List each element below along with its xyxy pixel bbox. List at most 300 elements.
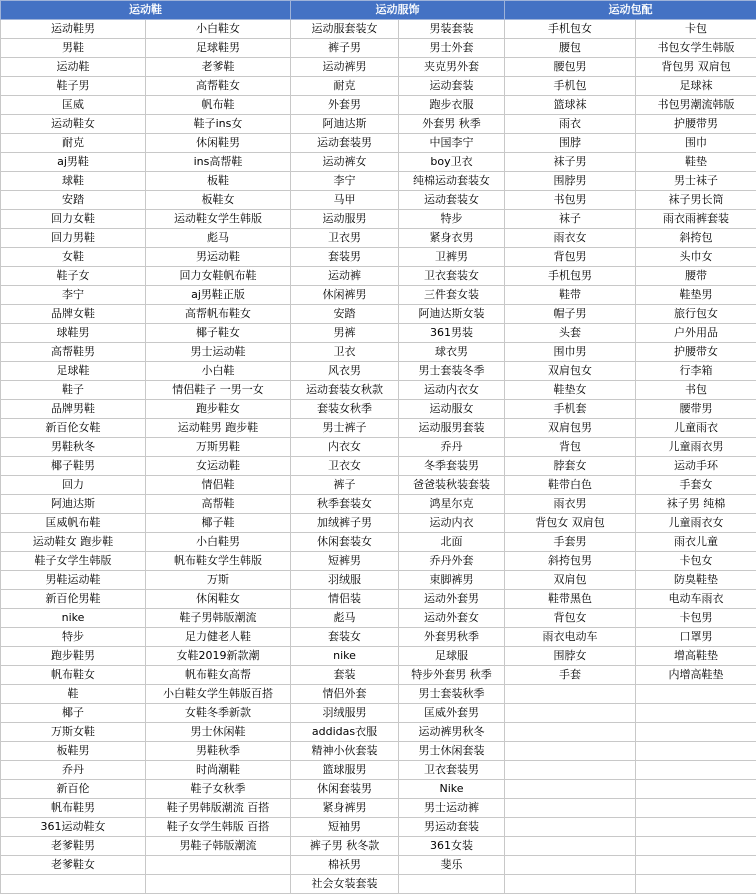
table-cell[interactable]: 羽绒服男 xyxy=(291,704,399,723)
table-cell[interactable] xyxy=(505,856,636,875)
table-cell[interactable]: 鸿星尔克 xyxy=(399,495,505,514)
table-cell[interactable]: 老爹鞋女 xyxy=(1,856,146,875)
table-cell[interactable]: 男士休闲鞋 xyxy=(146,723,291,742)
table-cell[interactable]: 背包男 xyxy=(505,248,636,267)
table-cell[interactable] xyxy=(636,780,756,799)
table-cell[interactable]: 鞋子男韩版潮流 xyxy=(146,609,291,628)
table-cell[interactable]: 球鞋男 xyxy=(1,324,146,343)
table-cell[interactable]: 乔丹外套 xyxy=(399,552,505,571)
table-cell[interactable]: 足球服 xyxy=(399,647,505,666)
table-cell[interactable]: 手套男 xyxy=(505,533,636,552)
table-cell[interactable] xyxy=(636,799,756,818)
table-cell[interactable] xyxy=(505,837,636,856)
table-cell[interactable]: 雨衣电动车 xyxy=(505,628,636,647)
table-cell[interactable] xyxy=(399,875,505,894)
table-cell[interactable]: 板鞋 xyxy=(146,172,291,191)
table-cell[interactable]: 休闲鞋男 xyxy=(146,134,291,153)
table-cell[interactable] xyxy=(505,742,636,761)
table-cell[interactable]: 新百伦男鞋 xyxy=(1,590,146,609)
table-cell[interactable]: 高帮鞋 xyxy=(146,495,291,514)
table-cell[interactable]: 跑步衣服 xyxy=(399,96,505,115)
table-cell[interactable]: 小白鞋男 xyxy=(146,533,291,552)
table-cell[interactable]: 手机包 xyxy=(505,77,636,96)
table-cell[interactable]: 运动鞋男 跑步鞋 xyxy=(146,419,291,438)
table-cell[interactable]: 防臭鞋垫 xyxy=(636,571,756,590)
table-cell[interactable]: 卫衣 xyxy=(291,343,399,362)
table-cell[interactable]: 运动内衣 xyxy=(399,514,505,533)
table-cell[interactable]: 运动内衣女 xyxy=(399,381,505,400)
table-cell[interactable]: 李宁 xyxy=(291,172,399,191)
table-cell[interactable]: 361女装 xyxy=(399,837,505,856)
table-cell[interactable]: 书包 xyxy=(636,381,756,400)
table-cell[interactable]: 运动服男 xyxy=(291,210,399,229)
table-cell[interactable] xyxy=(505,704,636,723)
table-row xyxy=(1,419,756,438)
table-cell[interactable]: 女鞋 xyxy=(1,248,146,267)
table-cell[interactable]: 情侣鞋子 一男一女 xyxy=(146,381,291,400)
table-cell[interactable] xyxy=(505,799,636,818)
table-cell[interactable]: 运动裤女 xyxy=(291,153,399,172)
table-cell[interactable]: 阿迪达斯 xyxy=(1,495,146,514)
table-cell[interactable]: 鞋子男 xyxy=(1,77,146,96)
table-cell[interactable]: 男鞋秋冬 xyxy=(1,438,146,457)
table-cell[interactable]: 三件套女装 xyxy=(399,286,505,305)
table-row xyxy=(1,514,756,533)
table-row xyxy=(1,666,756,685)
table-cell[interactable]: 冬季套装男 xyxy=(399,457,505,476)
table-cell[interactable]: 运动服男套装 xyxy=(399,419,505,438)
table-cell[interactable]: 品牌女鞋 xyxy=(1,305,146,324)
table-cell[interactable]: 跑步鞋女 xyxy=(146,400,291,419)
table-row xyxy=(1,723,756,742)
table-row xyxy=(1,704,756,723)
table-cell[interactable] xyxy=(636,685,756,704)
table-cell[interactable]: 小白鞋女 xyxy=(146,20,291,39)
table-cell[interactable]: 卫衣套装女 xyxy=(399,267,505,286)
table-cell[interactable] xyxy=(505,761,636,780)
table-cell[interactable]: 回力 xyxy=(1,476,146,495)
table-cell[interactable]: 老爹鞋男 xyxy=(1,837,146,856)
table-cell[interactable]: 袜子男长筒 xyxy=(636,191,756,210)
table-cell[interactable]: 运动裤男秋冬 xyxy=(399,723,505,742)
table-cell[interactable]: 情侣鞋 xyxy=(146,476,291,495)
table-row xyxy=(1,438,756,457)
table-cell[interactable]: 女鞋冬季新款 xyxy=(146,704,291,723)
table-cell[interactable]: 卫衣女 xyxy=(291,457,399,476)
table-cell[interactable]: aj男鞋 xyxy=(1,153,146,172)
table-cell[interactable]: 头巾女 xyxy=(636,248,756,267)
table-cell[interactable]: 回力女鞋帆布鞋 xyxy=(146,267,291,286)
table-cell[interactable]: 脖套女 xyxy=(505,457,636,476)
table-cell[interactable]: 品牌男鞋 xyxy=(1,400,146,419)
table-cell[interactable]: 书包男潮流韩版 xyxy=(636,96,756,115)
table-cell[interactable]: 男士休闲套装 xyxy=(399,742,505,761)
table-cell[interactable] xyxy=(636,856,756,875)
table-cell[interactable]: 乔丹 xyxy=(399,438,505,457)
table-cell[interactable]: 椰子鞋女 xyxy=(146,324,291,343)
table-cell[interactable]: 卡包 xyxy=(636,20,756,39)
table-cell[interactable]: 男士运动裤 xyxy=(399,799,505,818)
table-cell[interactable]: 双肩包 xyxy=(505,571,636,590)
table-cell[interactable]: 护腰带男 xyxy=(636,115,756,134)
table-cell[interactable]: 男士外套 xyxy=(399,39,505,58)
table-cell[interactable]: 运动外套女 xyxy=(399,609,505,628)
table-cell[interactable]: 361男装 xyxy=(399,324,505,343)
table-cell[interactable]: 高帮鞋女 xyxy=(146,77,291,96)
table-cell[interactable] xyxy=(505,875,636,894)
table-cell[interactable] xyxy=(636,742,756,761)
table-cell[interactable]: 休闲套装女 xyxy=(291,533,399,552)
table-cell[interactable]: 运动服套装女 xyxy=(291,20,399,39)
table-cell[interactable]: 特步外套男 秋季 xyxy=(399,666,505,685)
table-cell[interactable]: 帆布鞋女学生韩版 xyxy=(146,552,291,571)
table-cell[interactable]: 男士袜子 xyxy=(636,172,756,191)
table-cell[interactable]: 新百伦 xyxy=(1,780,146,799)
table-cell[interactable]: 鞋子女 xyxy=(1,267,146,286)
table-cell[interactable]: 纯棉运动套装女 xyxy=(399,172,505,191)
table-cell[interactable]: 围脖 xyxy=(505,134,636,153)
table-cell[interactable]: 鞋垫男 xyxy=(636,286,756,305)
table-cell[interactable] xyxy=(1,875,146,894)
table-cell[interactable]: 男士裤子 xyxy=(291,419,399,438)
table-cell[interactable]: 卫衣套装男 xyxy=(399,761,505,780)
table-cell[interactable]: 外套男秋季 xyxy=(399,628,505,647)
table-cell[interactable]: 帽子男 xyxy=(505,305,636,324)
table-cell[interactable]: 球鞋 xyxy=(1,172,146,191)
table-cell[interactable]: 斜挎包男 xyxy=(505,552,636,571)
table-cell[interactable]: 紧身衣男 xyxy=(399,229,505,248)
table-cell[interactable] xyxy=(636,723,756,742)
table-cell[interactable]: 紧身裤男 xyxy=(291,799,399,818)
table-row xyxy=(1,229,756,248)
table-cell[interactable]: 情侣外套 xyxy=(291,685,399,704)
table-cell[interactable]: 运动裤男 xyxy=(291,58,399,77)
table-cell[interactable]: 361运动鞋女 xyxy=(1,818,146,837)
table-cell[interactable]: 马甲 xyxy=(291,191,399,210)
table-cell[interactable]: 内增高鞋垫 xyxy=(636,666,756,685)
table-cell[interactable]: 帆布鞋男 xyxy=(1,799,146,818)
table-cell[interactable]: 鞋 xyxy=(1,685,146,704)
table-cell[interactable]: 足球袜 xyxy=(636,77,756,96)
table-cell[interactable]: 围脖女 xyxy=(505,647,636,666)
table-cell[interactable]: aj男鞋正版 xyxy=(146,286,291,305)
table-cell[interactable]: 短裤男 xyxy=(291,552,399,571)
table-cell[interactable]: 足力健老人鞋 xyxy=(146,628,291,647)
table-cell[interactable]: 卫裤男 xyxy=(399,248,505,267)
table-cell[interactable]: 棉袄男 xyxy=(291,856,399,875)
table-cell[interactable]: 阿迪达斯女装 xyxy=(399,305,505,324)
table-cell[interactable]: boy卫衣 xyxy=(399,153,505,172)
table-cell[interactable]: 口罩男 xyxy=(636,628,756,647)
table-cell[interactable]: 围巾男 xyxy=(505,343,636,362)
table-row xyxy=(1,324,756,343)
table-cell[interactable]: 双肩包女 xyxy=(505,362,636,381)
table-cell[interactable]: 风衣男 xyxy=(291,362,399,381)
table-cell[interactable]: 运动鞋男 xyxy=(1,20,146,39)
table-cell[interactable]: 爸爸装秋装套装 xyxy=(399,476,505,495)
table-cell[interactable]: 男士套装冬季 xyxy=(399,362,505,381)
table-row xyxy=(1,153,756,172)
table-cell[interactable]: 男鞋秋季 xyxy=(146,742,291,761)
table-cell[interactable]: 休闲裤男 xyxy=(291,286,399,305)
table-cell[interactable]: 特步 xyxy=(399,210,505,229)
table-cell[interactable]: 运动套装女 xyxy=(399,191,505,210)
table-cell[interactable]: 运动套装女秋款 xyxy=(291,381,399,400)
table-cell[interactable]: 高帮帆布鞋女 xyxy=(146,305,291,324)
table-cell[interactable]: 加绒裤子男 xyxy=(291,514,399,533)
table-cell[interactable]: 李宁 xyxy=(1,286,146,305)
table-cell[interactable]: addidas衣服 xyxy=(291,723,399,742)
table-cell[interactable]: 运动鞋女 跑步鞋 xyxy=(1,533,146,552)
table-cell[interactable]: 短袖男 xyxy=(291,818,399,837)
table-cell[interactable]: 雨衣儿童 xyxy=(636,533,756,552)
table-cell[interactable]: 彪马 xyxy=(291,609,399,628)
table-cell[interactable]: 手套女 xyxy=(636,476,756,495)
table-cell[interactable]: 足球鞋 xyxy=(1,362,146,381)
table-cell[interactable]: 雨衣 xyxy=(505,115,636,134)
table-cell[interactable]: 男运动鞋 xyxy=(146,248,291,267)
table-cell[interactable]: 运动套装 xyxy=(399,77,505,96)
table-cell[interactable]: 斜挎包 xyxy=(636,229,756,248)
table-cell[interactable]: 背包男 双肩包 xyxy=(636,58,756,77)
table-cell[interactable]: 腰包 xyxy=(505,39,636,58)
table-cell[interactable] xyxy=(636,704,756,723)
table-cell[interactable]: 匡威 xyxy=(1,96,146,115)
table-cell[interactable]: 运动裤 xyxy=(291,267,399,286)
table-cell[interactable] xyxy=(505,818,636,837)
table-cell[interactable]: 手套 xyxy=(505,666,636,685)
table-cell[interactable]: 运动鞋女学生韩版 xyxy=(146,210,291,229)
table-cell[interactable]: 手机套 xyxy=(505,400,636,419)
table-cell[interactable]: 万斯 xyxy=(146,571,291,590)
table-cell[interactable]: 手机包男 xyxy=(505,267,636,286)
table-cell[interactable]: 鞋子ins女 xyxy=(146,115,291,134)
table-cell[interactable]: 套装 xyxy=(291,666,399,685)
table-cell[interactable]: 外套男 秋季 xyxy=(399,115,505,134)
table-cell[interactable]: 足球鞋男 xyxy=(146,39,291,58)
table-row xyxy=(1,590,756,609)
table-cell[interactable]: 帆布鞋 xyxy=(146,96,291,115)
table-row xyxy=(1,495,756,514)
table-cell[interactable] xyxy=(146,875,291,894)
table-cell[interactable]: 围巾 xyxy=(636,134,756,153)
table-cell[interactable]: 万斯女鞋 xyxy=(1,723,146,742)
table-cell[interactable]: 男裤 xyxy=(291,324,399,343)
table-cell[interactable]: 精神小伙套装 xyxy=(291,742,399,761)
table-cell[interactable]: 社会女装套装 xyxy=(291,875,399,894)
table-cell[interactable]: 运动鞋女 xyxy=(1,115,146,134)
table-cell[interactable]: 椰子鞋 xyxy=(146,514,291,533)
table-cell[interactable]: 篮球袜 xyxy=(505,96,636,115)
table-row xyxy=(1,77,756,96)
table-cell[interactable]: 鞋垫 xyxy=(636,153,756,172)
table-cell[interactable]: 安踏 xyxy=(291,305,399,324)
table-cell[interactable]: 手机包女 xyxy=(505,20,636,39)
table-cell[interactable]: nike xyxy=(1,609,146,628)
table-cell[interactable]: 帆布鞋女 xyxy=(1,666,146,685)
table-row xyxy=(1,172,756,191)
table-cell[interactable]: 腰包男 xyxy=(505,58,636,77)
table-cell[interactable]: 新百伦女鞋 xyxy=(1,419,146,438)
table-row xyxy=(1,780,756,799)
table-cell[interactable]: 耐克 xyxy=(291,77,399,96)
table-cell[interactable]: 卡包男 xyxy=(636,609,756,628)
table-cell[interactable]: 时尚潮鞋 xyxy=(146,761,291,780)
table-cell[interactable]: 耐克 xyxy=(1,134,146,153)
table-cell[interactable] xyxy=(636,875,756,894)
table-cell[interactable] xyxy=(505,723,636,742)
table-cell[interactable]: 束脚裤男 xyxy=(399,571,505,590)
table-cell[interactable]: 篮球服男 xyxy=(291,761,399,780)
table-cell[interactable] xyxy=(636,837,756,856)
table-cell[interactable]: 裤子男 秋冬款 xyxy=(291,837,399,856)
table-cell[interactable]: 运动服女 xyxy=(399,400,505,419)
table-cell[interactable]: 套装女秋季 xyxy=(291,400,399,419)
table-cell[interactable]: 背包 xyxy=(505,438,636,457)
table-cell[interactable]: 鞋垫女 xyxy=(505,381,636,400)
table-cell[interactable]: 卫衣男 xyxy=(291,229,399,248)
table-cell[interactable] xyxy=(636,818,756,837)
table-cell[interactable]: 男鞋运动鞋 xyxy=(1,571,146,590)
table-cell[interactable]: 运动手环 xyxy=(636,457,756,476)
table-cell[interactable]: 袜子 xyxy=(505,210,636,229)
table-cell[interactable]: 鞋子女学生韩版 百搭 xyxy=(146,818,291,837)
table-cell[interactable]: 高帮鞋男 xyxy=(1,343,146,362)
table-cell[interactable]: 鞋子女学生韩版 xyxy=(1,552,146,571)
table-row xyxy=(1,134,756,153)
table-cell[interactable]: 护腰带女 xyxy=(636,343,756,362)
table-cell[interactable]: 袜子男 纯棉 xyxy=(636,495,756,514)
table-cell[interactable]: 阿迪达斯 xyxy=(291,115,399,134)
table-cell[interactable]: 匡威帆布鞋 xyxy=(1,514,146,533)
table-cell[interactable]: 鞋带黑色 xyxy=(505,590,636,609)
table-cell[interactable]: 回力男鞋 xyxy=(1,229,146,248)
table-cell[interactable] xyxy=(505,780,636,799)
table-cell[interactable]: 特步 xyxy=(1,628,146,647)
table-cell[interactable]: 北面 xyxy=(399,533,505,552)
table-cell[interactable]: 套装男 xyxy=(291,248,399,267)
table-cell[interactable]: 球衣男 xyxy=(399,343,505,362)
table-row xyxy=(1,248,756,267)
table-cell[interactable]: 腰带 xyxy=(636,267,756,286)
table-cell[interactable]: 帆布鞋女高帮 xyxy=(146,666,291,685)
table-cell[interactable]: Nike xyxy=(399,780,505,799)
table-cell[interactable]: 儿童雨衣男 xyxy=(636,438,756,457)
table-cell[interactable]: 老爹鞋 xyxy=(146,58,291,77)
table-cell[interactable]: 裤子 xyxy=(291,476,399,495)
table-cell[interactable]: 裤子男 xyxy=(291,39,399,58)
table-cell[interactable]: 围脖男 xyxy=(505,172,636,191)
table-cell[interactable]: 外套男 xyxy=(291,96,399,115)
table-cell[interactable]: 安踏 xyxy=(1,191,146,210)
table-cell[interactable]: 内衣女 xyxy=(291,438,399,457)
table-cell[interactable]: 乔丹 xyxy=(1,761,146,780)
table-cell[interactable]: 男鞋子韩版潮流 xyxy=(146,837,291,856)
table-cell[interactable] xyxy=(505,685,636,704)
table-cell[interactable]: 男运动套装 xyxy=(399,818,505,837)
table-cell[interactable]: 夹克男外套 xyxy=(399,58,505,77)
table-cell[interactable]: 书包男 xyxy=(505,191,636,210)
table-cell[interactable]: 彪马 xyxy=(146,229,291,248)
table-row xyxy=(1,476,756,495)
table-cell[interactable]: 套装女 xyxy=(291,628,399,647)
table-row xyxy=(1,552,756,571)
table-cell[interactable]: 男士套装秋季 xyxy=(399,685,505,704)
table-cell[interactable] xyxy=(636,761,756,780)
table-cell[interactable]: 鞋子 xyxy=(1,381,146,400)
table-cell[interactable]: 休闲鞋女 xyxy=(146,590,291,609)
table-cell[interactable]: 鞋带 xyxy=(505,286,636,305)
table-cell[interactable]: 鞋子男韩版潮流 百搭 xyxy=(146,799,291,818)
table-cell[interactable]: 中国李宁 xyxy=(399,134,505,153)
table-cell[interactable]: 行李箱 xyxy=(636,362,756,381)
table-cell[interactable]: 儿童雨衣 xyxy=(636,419,756,438)
table-cell[interactable]: 小白鞋女学生韩版百搭 xyxy=(146,685,291,704)
table-cell[interactable]: 匡威外套男 xyxy=(399,704,505,723)
table-cell[interactable] xyxy=(146,856,291,875)
table-cell[interactable]: 旅行包女 xyxy=(636,305,756,324)
table-cell[interactable]: 斐乐 xyxy=(399,856,505,875)
table-cell[interactable]: 休闲套装男 xyxy=(291,780,399,799)
table-cell[interactable]: ins高帮鞋 xyxy=(146,153,291,172)
table-cell[interactable]: 儿童雨衣女 xyxy=(636,514,756,533)
table-row xyxy=(1,799,756,818)
table-cell[interactable]: 椰子鞋男 xyxy=(1,457,146,476)
table-cell[interactable]: 女运动鞋 xyxy=(146,457,291,476)
table-cell[interactable]: 跑步鞋男 xyxy=(1,647,146,666)
table-row xyxy=(1,457,756,476)
table-cell[interactable]: 袜子男 xyxy=(505,153,636,172)
table-cell[interactable]: 男鞋 xyxy=(1,39,146,58)
table-cell[interactable]: 雨衣雨裤套装 xyxy=(636,210,756,229)
table-cell[interactable]: 男装套装 xyxy=(399,20,505,39)
table-cell[interactable]: 卡包女 xyxy=(636,552,756,571)
table-cell[interactable]: 雨衣男 xyxy=(505,495,636,514)
table-cell[interactable]: 腰带男 xyxy=(636,400,756,419)
table-cell[interactable]: 运动外套男 xyxy=(399,590,505,609)
table-cell[interactable]: 背包女 xyxy=(505,609,636,628)
header-sports-apparel: 运动服饰 xyxy=(291,1,505,20)
table-cell[interactable]: nike xyxy=(291,647,399,666)
table-cell[interactable]: 户外用品 xyxy=(636,324,756,343)
table-row xyxy=(1,400,756,419)
table-cell[interactable]: 书包女学生韩版 xyxy=(636,39,756,58)
table-cell[interactable]: 双肩包男 xyxy=(505,419,636,438)
table-cell[interactable]: 椰子 xyxy=(1,704,146,723)
table-row xyxy=(1,381,756,400)
table-cell[interactable]: 背包女 双肩包 xyxy=(505,514,636,533)
table-cell[interactable]: 雨衣女 xyxy=(505,229,636,248)
table-cell[interactable]: 万斯男鞋 xyxy=(146,438,291,457)
table-cell[interactable]: 电动车雨衣 xyxy=(636,590,756,609)
table-row xyxy=(1,533,756,552)
table-cell[interactable]: 男士运动鞋 xyxy=(146,343,291,362)
table-cell[interactable]: 板鞋女 xyxy=(146,191,291,210)
table-cell[interactable]: 情侣装 xyxy=(291,590,399,609)
table-cell[interactable]: 板鞋男 xyxy=(1,742,146,761)
table-cell[interactable]: 女鞋2019新款潮 xyxy=(146,647,291,666)
table-cell[interactable]: 鞋带白色 xyxy=(505,476,636,495)
table-cell[interactable]: 头套 xyxy=(505,324,636,343)
table-cell[interactable]: 鞋子女秋季 xyxy=(146,780,291,799)
table-cell[interactable]: 增高鞋垫 xyxy=(636,647,756,666)
table-cell[interactable]: 回力女鞋 xyxy=(1,210,146,229)
table-cell[interactable]: 运动鞋 xyxy=(1,58,146,77)
table-cell[interactable]: 秋季套装女 xyxy=(291,495,399,514)
table-cell[interactable]: 小白鞋 xyxy=(146,362,291,381)
table-cell[interactable]: 羽绒服 xyxy=(291,571,399,590)
table-cell[interactable]: 运动套装男 xyxy=(291,134,399,153)
